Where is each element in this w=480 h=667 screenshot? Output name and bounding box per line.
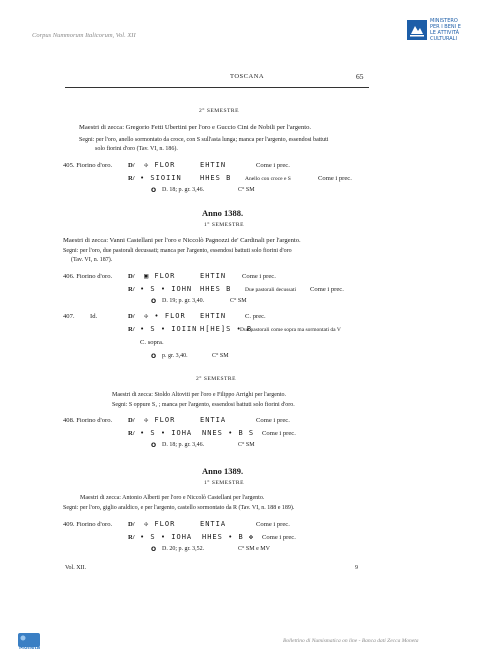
obverse-legend: ✢ FLOR — [144, 161, 176, 169]
obverse-legend: ENTIA — [200, 416, 227, 424]
mint-signs: Segni: per l'oro, due pastorali decussati; manca per l'argento, essendosi battuti solo fiorini d'oro — [63, 248, 292, 254]
reverse-label: R/ — [128, 326, 135, 333]
reverse-legend: • S • IOHA — [140, 429, 193, 437]
obverse-label: D/ — [128, 521, 135, 528]
reverse-legend: • S • IOIIN — [140, 325, 198, 333]
obverse-legend: EHTIN — [200, 272, 227, 280]
mint-masters: Maestri di zecca: Gregorio Fetti Ubertini per l'oro e Guccio Cini de Nobili per l'argento. — [79, 124, 312, 131]
reverse-description: Anello con croce e S — [245, 176, 291, 182]
obverse-legend: ✢ FLOR — [144, 416, 176, 424]
year-heading: Anno 1388. — [202, 208, 244, 218]
reverse-legend: NNES • B S — [202, 429, 255, 437]
ministry-line: PER I BENI E — [430, 24, 461, 30]
mint-masters: Maestri di zecca: Antonio Alberti per l'oro e Niccolò Castellani per l'argento. — [80, 495, 265, 501]
semester-heading: 2° SEMESTRE — [199, 108, 239, 114]
signature-mark: 9 — [355, 565, 358, 571]
metal-mark: O — [151, 298, 157, 305]
obverse-description: Come i prec. — [256, 417, 290, 424]
rarity-collection: C° SM e MV — [238, 546, 270, 552]
ministry-logo-icon — [407, 20, 427, 40]
obverse-label: D/ — [128, 417, 135, 424]
reverse-description: Come i prec. — [318, 175, 352, 182]
moneta-logo-text: Moneta — [19, 645, 41, 651]
mint-masters: Maestri di zecca: Vanni Castellani per l'oro e Niccolò Pagnozzi de' Cardinali per l'argento. — [63, 237, 301, 244]
reverse-label: R/ — [128, 286, 135, 293]
ministry-text — [430, 18, 461, 42]
reverse-description: Come i prec. — [310, 286, 344, 293]
obverse-description: Come i prec. — [242, 273, 276, 280]
coin-number: 407. — [63, 313, 75, 320]
reverse-legend: • SIOIIN — [140, 174, 182, 182]
running-head: TOSCANA — [230, 73, 265, 80]
semester-heading: 1° SEMESTRE — [204, 480, 244, 486]
obverse-legend: EHTIN — [200, 312, 227, 320]
footer-credit: Bollettino di Numismatica on line - Banca dati Zecca Moneta — [283, 638, 419, 644]
coin-number: 409. Fiorino d'oro. — [63, 521, 113, 528]
coin-number: 406. Fiorino d'oro. — [63, 273, 113, 280]
series-title: Corpus Nummorum Italicorum, Vol. XII — [32, 32, 136, 39]
obverse-label: D/ — [128, 273, 135, 280]
metal-mark: O — [151, 442, 157, 449]
reverse-label: R/ — [128, 534, 135, 541]
coin-measurements: D. 18; p. gr. 3,46. — [162, 187, 205, 193]
header-rule — [65, 87, 369, 88]
reverse-description: Come i prec. — [262, 534, 296, 541]
reverse-label: R/ — [128, 175, 135, 182]
metal-mark: O — [151, 546, 157, 553]
reverse-legend: H[HE]S • B — [200, 325, 253, 333]
ministry-line: CULTURALI — [430, 36, 457, 42]
obverse-description: Come i prec. — [256, 521, 290, 528]
obverse-legend: ENTIA — [200, 520, 227, 528]
reverse-legend: • S • IOHA — [140, 533, 193, 541]
reverse-description: Due pastorali decussati — [245, 287, 297, 293]
reverse-legend: HHES • B ✤ — [202, 533, 255, 541]
mint-signs: Segni: per l'oro, giglio araldico, e per l'argento, castello sormontato da R (Tav. VI, n. 188 e 189). — [63, 505, 295, 511]
coin-measurements: D. 18; p. gr. 3,46. — [162, 442, 205, 448]
ministry-line: MINISTERO — [430, 18, 458, 24]
mint-signs: Segni: S oppure S₁ ; manca per l'argento, essendosi battuti solo fiorini d'oro. — [112, 402, 295, 408]
obverse-label: D/ — [128, 162, 135, 169]
year-heading: Anno 1389. — [202, 466, 244, 476]
reverse-legend: HHES B — [200, 174, 232, 182]
metal-mark: O — [151, 187, 157, 194]
obverse-description: C. prec. — [245, 313, 266, 320]
mint-signs: (Tav. VI, n. 187). — [71, 257, 113, 263]
rarity-collection: C° SM — [212, 353, 229, 359]
reverse-legend: HHES B — [200, 285, 232, 293]
idem-label: Id. — [90, 313, 98, 320]
coin-number: 408. Fiorino d'oro. — [63, 417, 113, 424]
rarity-collection: C° SM — [238, 442, 255, 448]
obverse-label: D/ — [128, 313, 135, 320]
obverse-description: Come i prec. — [256, 162, 290, 169]
reverse-description: Come i prec. — [262, 430, 296, 437]
reverse-label: R/ — [128, 430, 135, 437]
coin-measurements: p. gr. 3,40. — [162, 353, 188, 359]
reverse-legend: • S • IOHN — [140, 285, 193, 293]
ministry-line: LE ATTIVITÀ — [430, 30, 460, 36]
semester-heading: 2° SEMESTRE — [196, 376, 236, 382]
page-number: 65 — [356, 72, 364, 81]
obverse-legend: EHTIN — [200, 161, 227, 169]
coin-measurements: D. 20; p. gr. 3,52. — [162, 546, 205, 552]
metal-mark: O — [151, 353, 157, 360]
obverse-legend: ✢ FLOR — [144, 520, 176, 528]
volume-label: Vol. XII. — [65, 565, 87, 571]
reverse-description: Due pastorali come sopra ma sormontati da V — [240, 327, 341, 333]
reverse-description: C. sopra. — [140, 339, 164, 346]
obverse-legend: ✢ • FLOR — [144, 312, 186, 320]
moneta-logo-icon — [18, 632, 40, 646]
semester-heading: 1° SEMESTRE — [204, 222, 244, 228]
mint-signs: Segni: per l'oro, anello sormontato da croce, con S sull'asta lunga; manca per l'argento, essendosi battuti — [79, 137, 329, 143]
rarity-collection: C° SM — [230, 298, 247, 304]
obverse-legend: ▣ FLOR — [144, 272, 176, 280]
coin-measurements: D. 19; p. gr. 3,40. — [162, 298, 205, 304]
coin-number: 405. Fiorino d'oro. — [63, 162, 113, 169]
mint-signs: solo fiorini d'oro (Tav. VI, n. 186). — [95, 146, 178, 152]
rarity-collection: C° SM — [238, 187, 255, 193]
mint-masters: Maestri di zecca: Stoldo Altoviti per l'oro e Filippo Arrighi per l'argento. — [112, 392, 287, 398]
